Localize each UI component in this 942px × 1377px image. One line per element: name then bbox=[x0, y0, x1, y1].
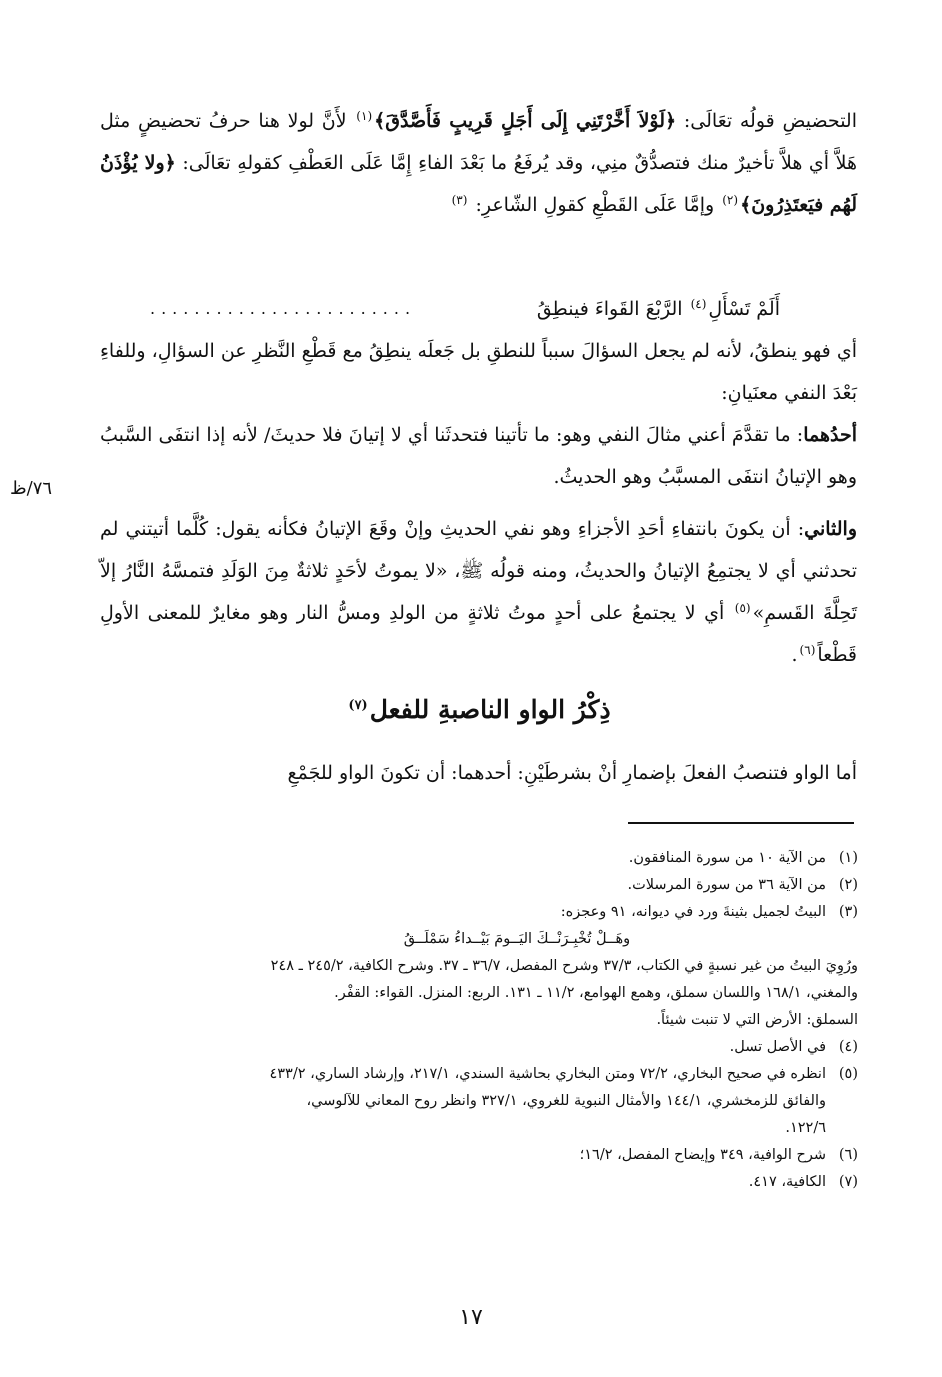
footnote-2 bbox=[88, 872, 858, 899]
footnote-ref-1[interactable]: (١) bbox=[356, 108, 373, 123]
footnote-3 bbox=[88, 899, 858, 953]
footnote-6 bbox=[88, 1142, 858, 1169]
quran-quote: ﴿لَوْلاَ أَخَّرْتَنِي إِلَى أَجَلٍ قَرِيبٍ فَأَصَّدَّقَ﴾ bbox=[374, 110, 677, 132]
verse-dots: ........................ bbox=[150, 299, 417, 318]
footnote-3-continued bbox=[88, 953, 858, 1034]
paragraph-text: : ما تقدَّمَ أعني مثالَ النفي وهو: ما تأتينا فتحدثَنا أي لا إتيانَ فلا حديثَ/ لأنه إذا انتفَى السَّببُ وهو الإتيانُ انتفَى المسبَّبُ وهو الحديثُ. bbox=[100, 424, 857, 488]
footnote-line: شرح الوافية، ٣٤٩ وإيضاح المفصل، ١٦/٢؛ bbox=[579, 1147, 826, 1163]
footnote-ref-4[interactable]: (٤) bbox=[690, 296, 707, 311]
paragraph-text: . bbox=[791, 644, 798, 666]
paragraph-4 bbox=[100, 508, 857, 676]
footnote-1 bbox=[88, 845, 858, 872]
section-heading bbox=[100, 695, 857, 724]
footnote-ref-5[interactable]: (٥) bbox=[734, 600, 751, 615]
footnote-line: من الآية ٣٦ من سورة المرسلات. bbox=[627, 877, 826, 893]
footnote-line: ورُوِيَ البيتُ من غير نسبةٍ في الكتاب، ٣٧/٣ وشرح المفصل، ٣٦/٧ ـ ٣٧. وشرح الكافية، ٢٤٥/٢ ـ ٢٤٨ bbox=[270, 958, 858, 974]
paragraph-label: أحدُهما bbox=[803, 424, 857, 446]
footnotes bbox=[88, 845, 858, 1196]
footnote-line: البيتُ لجميل بثينةَ ورد في ديوانه، ٩١ وعجزه: bbox=[560, 904, 826, 920]
footnote-line: والفائق للزمخشري، ١٤٤/١ والأمثال النبوية للغروي، ٣٢٧/١ وانظر روح المعاني للآلوسي، bbox=[306, 1093, 826, 1109]
paragraph-text: أي فهو ينطقُ، لأنه لم يجعل السؤالَ سبباً للنطقِ بل جَعلَه ينطِقُ مع قَطْعِ النَّظرِ عن السؤالِ، وللفاءِ بَعْدَ النفي معنَيانِ: bbox=[100, 340, 857, 404]
footnote-ref-7[interactable]: (٧) bbox=[348, 697, 368, 713]
footnote-number: (٦) bbox=[838, 1147, 858, 1163]
footnote-ref-2[interactable]: (٢) bbox=[722, 192, 739, 207]
verse-hemistich bbox=[537, 288, 780, 330]
poetry-verse bbox=[150, 288, 780, 330]
paragraph-text: التحضيضِ قولُه تعَالَى: bbox=[676, 110, 857, 132]
heading-text: ذِكْرُ الواو الناصبةِ للفعل bbox=[369, 695, 611, 724]
footnote-number: (٧) bbox=[838, 1174, 858, 1190]
footnote-number: (٥) bbox=[838, 1066, 858, 1082]
footnote-divider bbox=[628, 822, 854, 824]
footnote-line: والمغني، ١٦٨/١ واللسان سملق، وهمع الهوامع، ١١/٢ ـ ١٣١. الربع: المنزل. القواء: القفْر. bbox=[334, 985, 858, 1001]
footnote-line: في الأصل تسل. bbox=[729, 1039, 826, 1055]
footnote-ref-3[interactable]: (٣) bbox=[451, 192, 468, 207]
page-number: ١٧ bbox=[459, 1305, 483, 1330]
paragraph-text: أي لا يجتمعُ على أحدٍ موتُ ثلاثةٍ من الولدِ ومسُّ النار وهو مغايرٌ للمعنى الأولِ قَطْعاً bbox=[100, 602, 857, 666]
paragraph-3 bbox=[100, 414, 857, 498]
paragraph-text: : أن يكونَ بانتفاءِ أحَدِ الأجزاءِ وهو نفي الحديثِ وإنْ وقَعَ الإتيانُ فكأنه يقول: كُلَّما أتيتني لم تحدثني أي لا يجتمِعُ الإتيانُ والحديثُ، ومنه قولُه ﷺ، «لا يموتُ لأحَدٍ ثلاثةٌ مِنَ الوَلَدِ فتمسَّهُ النَّارُ إلاّ تَحِلَّةَ القَسمِ» bbox=[100, 518, 858, 624]
manuscript-folio-ref: ٧٦/ظ bbox=[10, 478, 53, 499]
footnote-5 bbox=[88, 1061, 858, 1142]
footnote-poem-line: وهَــلْ تُخْبِـرَنْــكَ اليَــومَ بَيْــداءُ سَمْلَــقُ bbox=[403, 931, 631, 947]
paragraph-text: وإمَّا عَلَى القَطْعِ كقولِ الشّاعرِ: bbox=[469, 194, 721, 216]
paragraph-5: أما الواو فتنصبُ الفعلَ بإضمارِ أنْ بشرطَيْنِ: أحدهما: أن تكونَ الواو للجَمْعِ bbox=[287, 762, 857, 784]
paragraph-1 bbox=[100, 100, 857, 226]
quran-quote: ﴿ولا يُؤْذَنُ لَهُم فيَعتَذِرُونَ﴾ bbox=[100, 152, 857, 216]
footnote-line: الكافية، ٤١٧. bbox=[748, 1174, 826, 1190]
footnote-ref-6[interactable]: (٦) bbox=[799, 642, 816, 657]
footnote-line: من الآية ١٠ من سورة المنافقون. bbox=[628, 850, 826, 866]
footnote-number: (١) bbox=[838, 850, 858, 866]
paragraph-text: لأَنَّ لولا هنا حرفُ تحضيضٍ مثل هَلاَّ أي هلاَّ تأخيرٌ منك فتصدُّقٌ منِي، وقد يُرفَعُ ما بَعْدَ الفاءِ إِمَّا عَلَى العَطْفِ كقولهِ تعَالَى: bbox=[100, 110, 858, 174]
verse-text: أَلَمْ تَسْأَلِ bbox=[708, 298, 780, 320]
footnote-line: السملق: الأرض التي لا تنبت شيئاً. bbox=[656, 1012, 858, 1028]
footnote-line: انظره في صحيح البخاري، ٧٢/٢ ومتن البخاري بحاشية السندي، ٢١٧/١، وإرشاد الساري، ٤٣٣/٢ bbox=[269, 1066, 826, 1082]
footnote-number: (٣) bbox=[838, 904, 858, 920]
verse-text: الرَّبْعَ القَواءَ فينطِقُ bbox=[536, 298, 689, 320]
footnote-number: (٢) bbox=[838, 877, 858, 893]
paragraph-2 bbox=[100, 330, 857, 414]
footnote-line: ١٢٢/٦. bbox=[785, 1120, 826, 1136]
footnote-number: (٤) bbox=[838, 1039, 858, 1055]
paragraph-label: والثاني bbox=[804, 518, 857, 540]
footnote-7 bbox=[88, 1169, 858, 1196]
footnote-4 bbox=[88, 1034, 858, 1061]
